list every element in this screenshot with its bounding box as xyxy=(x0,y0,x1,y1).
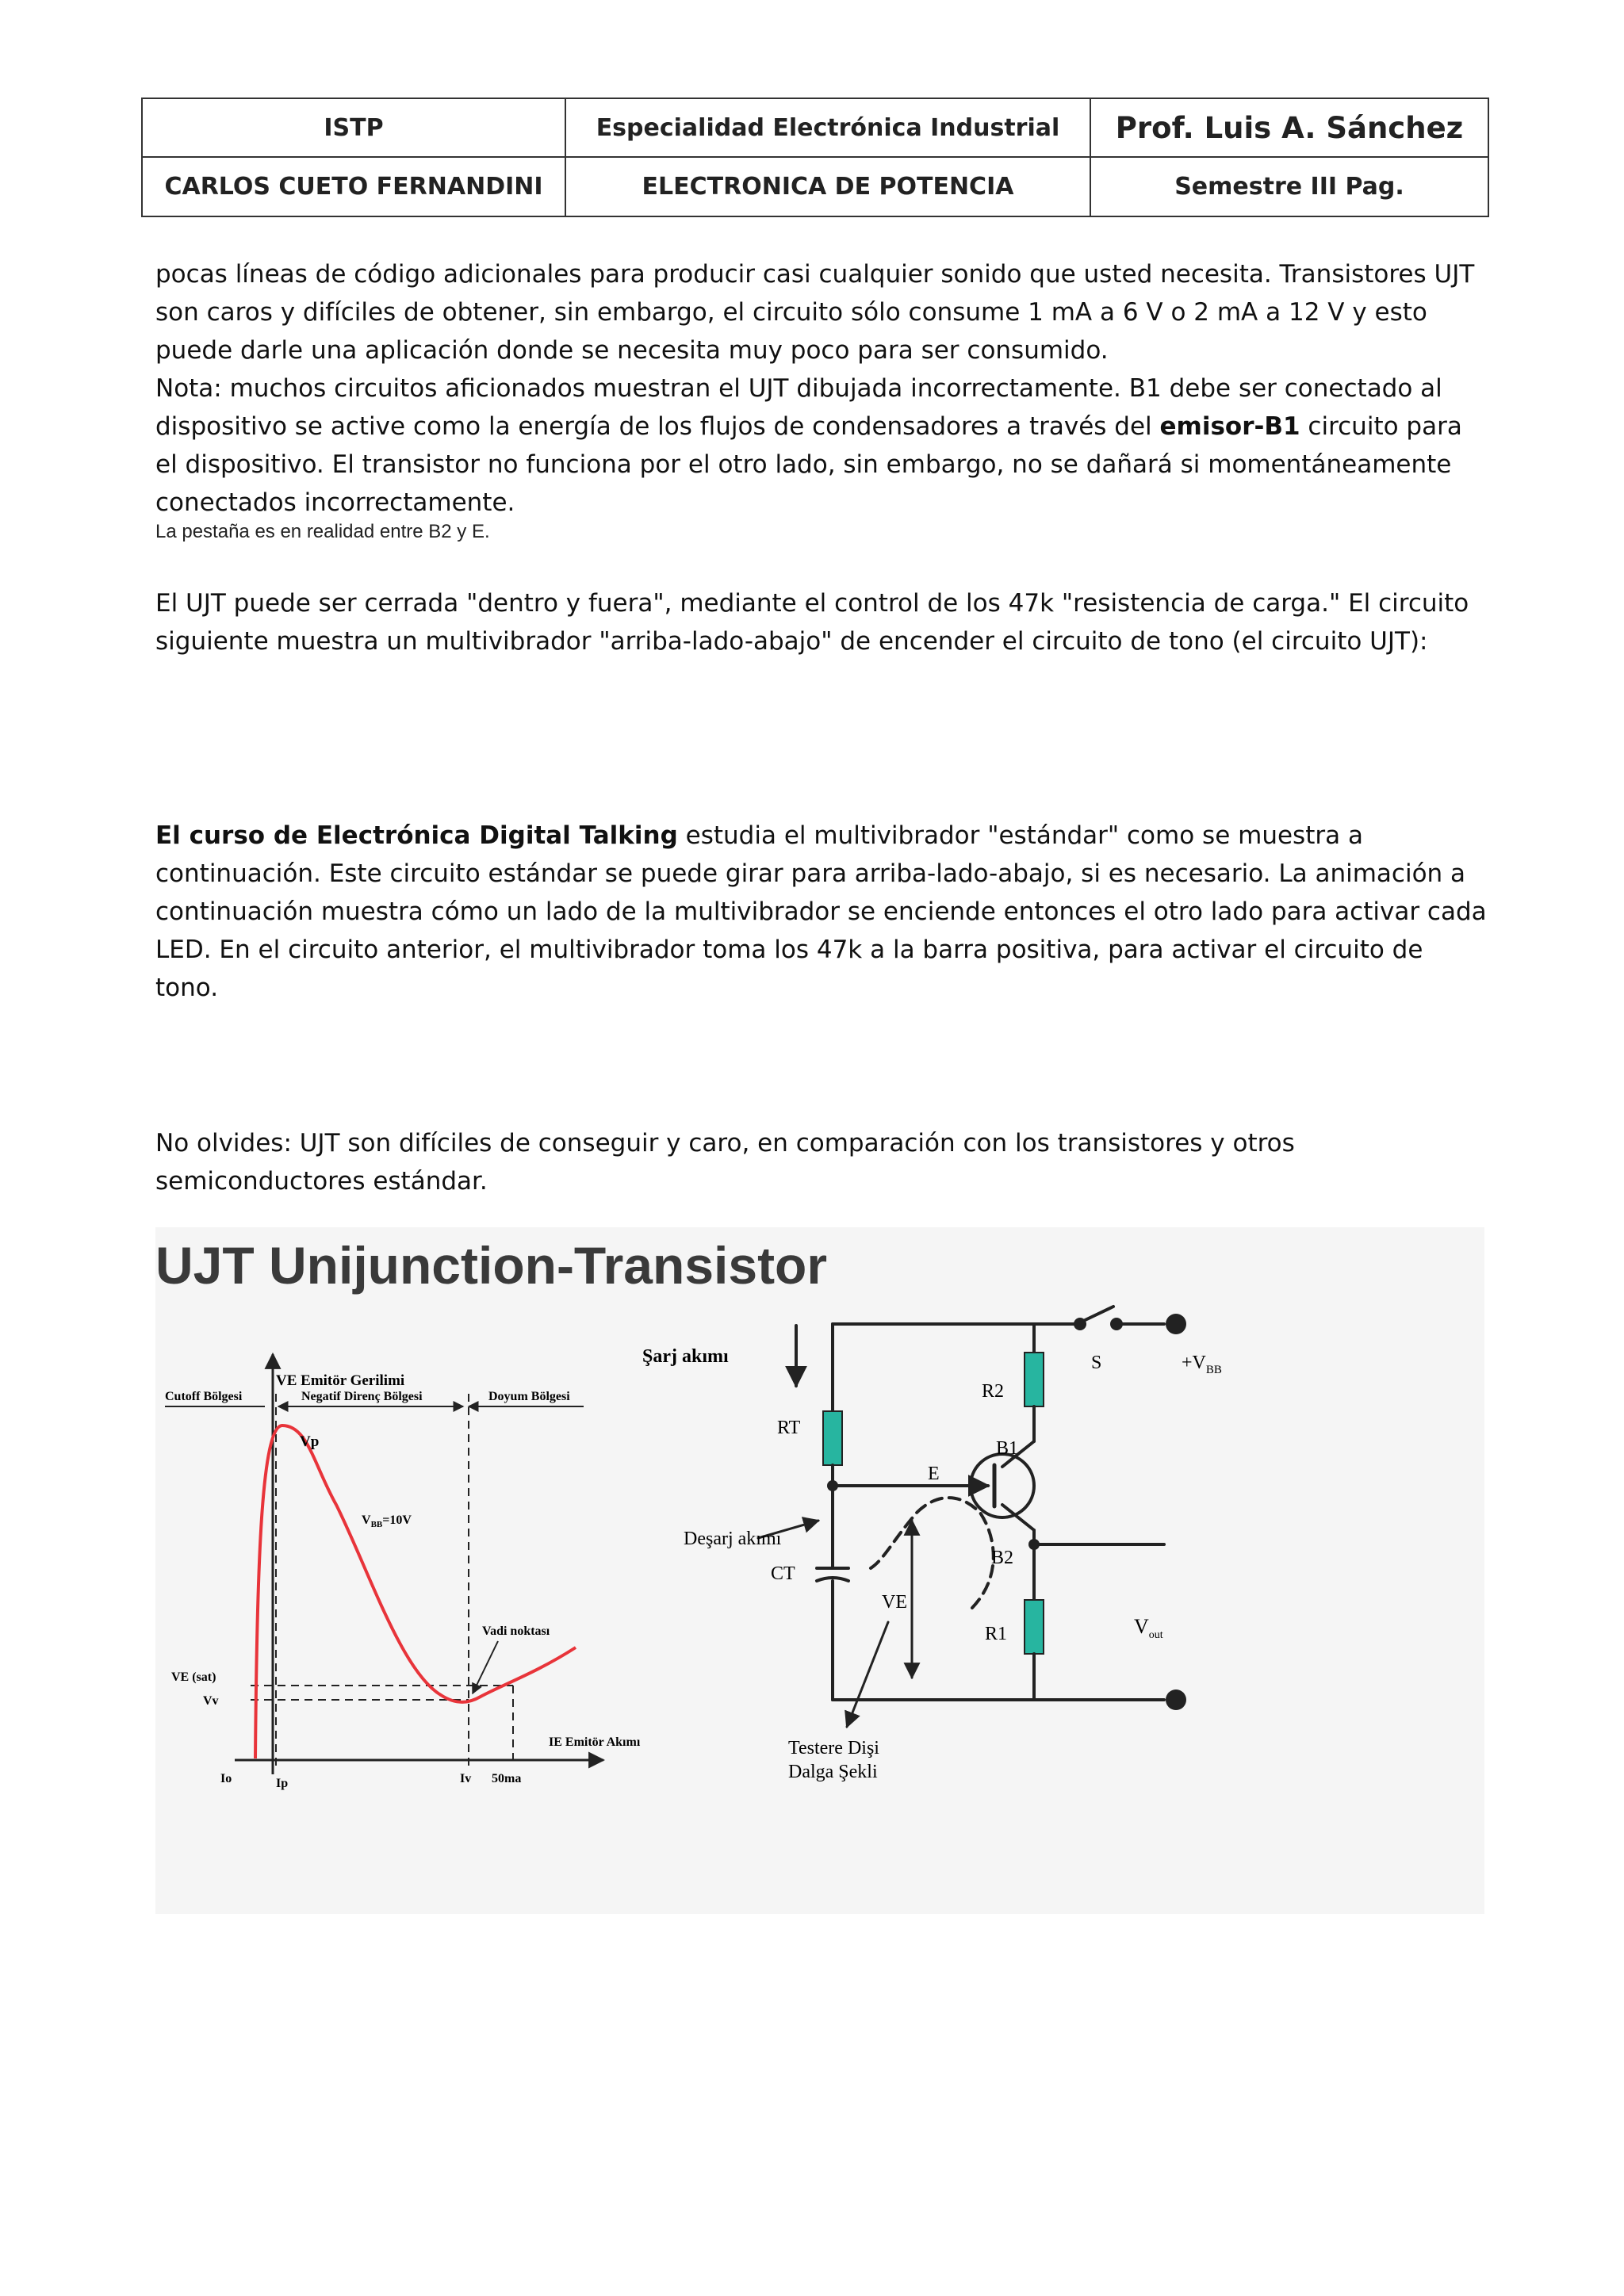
figure-title: UJT Unijunction-Transistor xyxy=(155,1236,828,1295)
rt-label: RT xyxy=(777,1418,801,1438)
vbb-supply-v: +V xyxy=(1182,1353,1206,1373)
p4-bold: El curso de Electrónica Digital Talking xyxy=(155,821,678,850)
vbb-supply-label xyxy=(1182,1353,1222,1376)
school-fullname: CARLOS CUETO FERNANDINI xyxy=(142,157,565,216)
course-name: ELECTRONICA DE POTENCIA xyxy=(565,157,1090,216)
r1-label: R1 xyxy=(985,1624,1008,1644)
r1-resistor xyxy=(1025,1600,1044,1654)
p2-text-a: Nota: muchos circuitos aficionados muestran el UJT dibujada incorrectamente. B1 debe ser conectado al dispositivo se active como la energía de los flujos de condensadores a través del xyxy=(155,374,1442,441)
r2-resistor xyxy=(1025,1353,1044,1406)
ground-terminal xyxy=(1166,1689,1186,1710)
sawtooth-label-2: Dalga Şekli xyxy=(788,1762,878,1782)
saturation-region-label: Doyum Bölgesi xyxy=(488,1390,570,1403)
professor: Prof. Luis A. Sánchez xyxy=(1090,98,1488,157)
switch-contact-left xyxy=(1074,1318,1086,1330)
ip-label: Ip xyxy=(276,1777,289,1790)
vout-v: V xyxy=(1134,1615,1149,1638)
b1-label: B1 xyxy=(996,1438,1019,1459)
vbb-sub: BB xyxy=(370,1520,383,1529)
ujt-figure xyxy=(155,1227,1484,1914)
valley-label: Vadi noktası xyxy=(482,1624,550,1638)
ve-label: VE xyxy=(882,1592,907,1613)
iv-label: Iv xyxy=(460,1772,472,1785)
sawtooth-label-1: Testere Dişi xyxy=(788,1738,879,1758)
r2-label: R2 xyxy=(982,1381,1005,1402)
p4-text: estudia el multivibrador "estándar" como se muestra a continuación. Este circuito estándar se puede girar para arriba-lado-abajo, si es necesario. La animación a continuación muestra cómo un lado de la multivibrador se enciende entonces el otro lado para activar cada LED. En el circuito anterior, el multivibrador toma los 47k a la barra positiva, para activar el circuito de tono. xyxy=(155,821,1487,1002)
ujt-characteristic-graph xyxy=(165,1354,641,1790)
paragraph-1: pocas líneas de código adicionales para producir casi cualquier sonido que usted necesita. Transistores UJT son caros y difíciles de obtener, sin embargo, el circuito sólo consume 1 mA a 6 V o 2 mA a 12 V y esto puede darle una aplicación donde se necesita muy poco para ser consumido. xyxy=(155,260,1475,365)
e-label: E xyxy=(928,1464,940,1484)
io-label: Io xyxy=(220,1772,232,1785)
discharge-label: Deşarj akımı xyxy=(684,1529,782,1549)
vp-label: Vp xyxy=(300,1433,320,1450)
vv-label: Vv xyxy=(203,1694,219,1708)
ujt-circuit xyxy=(642,1307,1222,1782)
vbb-supply-sub: BB xyxy=(1205,1364,1222,1376)
x-axis-label: IE Emitör Akımı xyxy=(549,1735,641,1749)
y-axis-label: VE Emitör Gerilimi xyxy=(276,1372,405,1389)
header-table xyxy=(141,98,1489,217)
vout-sub: out xyxy=(1148,1629,1163,1641)
ujt-curve xyxy=(255,1425,576,1758)
rt-resistor xyxy=(823,1411,842,1465)
sawtooth-arrow xyxy=(847,1622,888,1727)
50ma-label: 50ma xyxy=(492,1772,522,1785)
charge-current-label: Şarj akımı xyxy=(642,1346,729,1367)
small-note: La pestaña es en realidad entre B2 y E. xyxy=(155,521,490,542)
negative-region-label: Negatif Direnç Bölgesi xyxy=(301,1390,423,1403)
paragraph-4 xyxy=(155,817,1488,1007)
ct-label: CT xyxy=(771,1563,795,1584)
vbb-terminal xyxy=(1166,1314,1186,1334)
paragraph-5: No olvides: UJT son difíciles de conseguir y caro, en comparación con los transistores y otros semiconductores estándar. xyxy=(155,1129,1295,1196)
vout-label xyxy=(1134,1615,1163,1641)
cutoff-region-label: Cutoff Bölgesi xyxy=(165,1390,243,1403)
switch-label: S xyxy=(1091,1353,1102,1373)
paragraph-2 xyxy=(155,369,1488,522)
p2-text-b: circuito para el dispositivo. El transistor no funciona por el otro lado, sin embargo, no se dañará si momentáneamente conectados incorrectamente. xyxy=(155,412,1462,517)
vbb-value: =10V xyxy=(382,1513,412,1527)
specialty: Especialidad Electrónica Industrial xyxy=(565,98,1090,157)
vbb-v: V xyxy=(362,1513,371,1527)
paragraph-3: El UJT puede ser cerrada "dentro y fuera", mediante el control de los 47k "resistencia de carga." El circuito siguiente muestra un multivibrador "arriba-lado-abajo" de encender el circuito de tono (el circuito UJT): xyxy=(155,589,1469,656)
p2-bold: emisor-B1 xyxy=(1159,412,1300,441)
vesat-label: VE (sat) xyxy=(171,1670,216,1684)
school-name: ISTP xyxy=(142,98,565,157)
vbb-label xyxy=(362,1513,412,1529)
b2-label: B2 xyxy=(991,1548,1014,1568)
semester-page: Semestre III Pag. xyxy=(1090,157,1488,216)
